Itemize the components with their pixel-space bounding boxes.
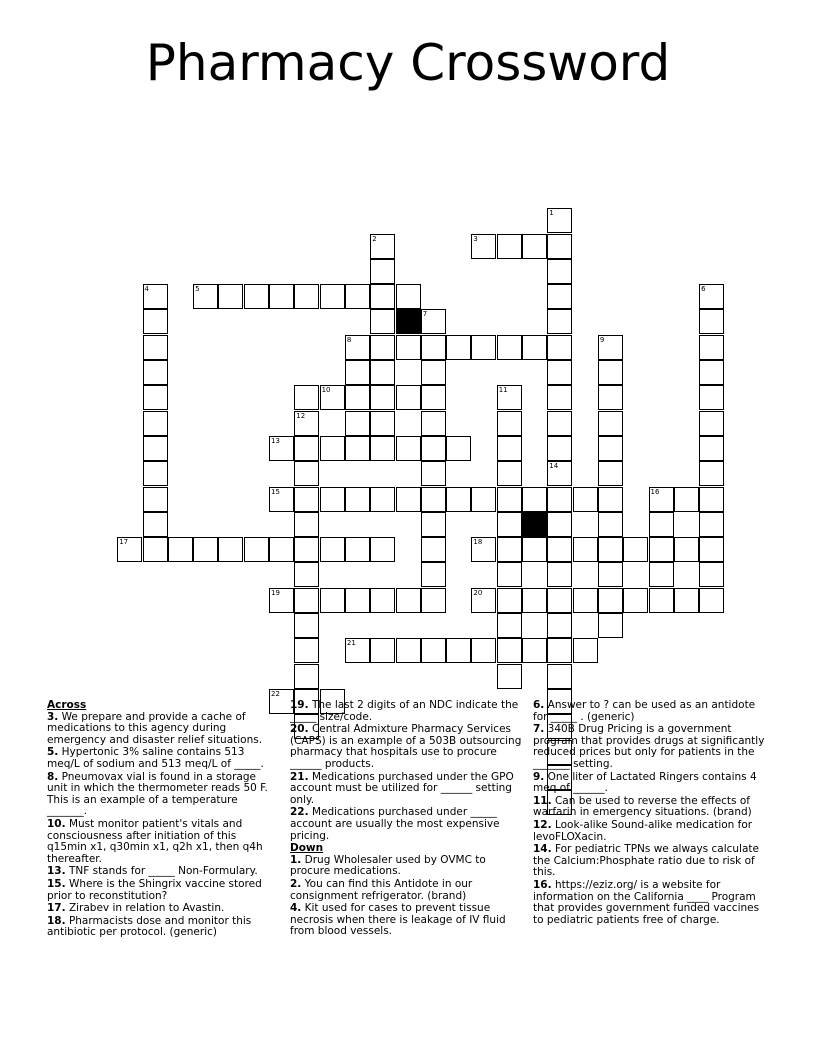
grid-cell[interactable] <box>143 461 168 486</box>
grid-cell[interactable] <box>396 335 421 360</box>
grid-cell[interactable] <box>573 638 598 663</box>
grid-cell[interactable] <box>573 537 598 562</box>
clue-item: 2. You can find this Antidote in our consignment refrigerator. (brand) <box>290 877 473 902</box>
grid-cell[interactable] <box>294 487 319 512</box>
grid-cell[interactable] <box>396 284 421 309</box>
grid-cell[interactable] <box>421 411 446 436</box>
grid-cell[interactable] <box>497 385 522 410</box>
grid-cell[interactable] <box>320 588 345 613</box>
clue-item: 15. Where is the Shingrix vaccine stored prior to reconstitution? <box>47 877 262 902</box>
grid-cell[interactable] <box>320 385 345 410</box>
clue-number: 1 <box>549 209 554 218</box>
clue-label: 6. <box>533 699 545 711</box>
grid-cell[interactable] <box>244 284 269 309</box>
clue-item: 12. Look-alike Sound-alike medication for levoFLOXacin. <box>533 818 753 843</box>
grid-cell[interactable] <box>143 487 168 512</box>
grid-cell[interactable] <box>345 588 370 613</box>
grid-cell[interactable] <box>244 537 269 562</box>
grid-cell[interactable] <box>370 487 395 512</box>
clue-label: 8. <box>47 770 59 783</box>
clue-label: 11. <box>533 794 552 807</box>
grid-cell[interactable] <box>471 638 496 663</box>
grid-cell[interactable] <box>497 537 522 562</box>
grid-cell[interactable] <box>497 487 522 512</box>
grid-cell[interactable] <box>547 385 572 410</box>
clue-item: 9. One liter of Lactated Ringers contains 4 meq of ______. <box>533 770 757 795</box>
grid-cell[interactable] <box>598 588 623 613</box>
grid-cell[interactable] <box>421 537 446 562</box>
grid-cell[interactable] <box>649 512 674 537</box>
clue-label: 2. <box>290 877 302 890</box>
clue-number: 13 <box>271 436 280 445</box>
grid-cell[interactable] <box>699 487 724 512</box>
clues-column-1 <box>47 700 279 940</box>
clues-column-3 <box>533 700 765 927</box>
grid-cell[interactable] <box>497 664 522 689</box>
grid-cell[interactable] <box>471 335 496 360</box>
grid-cell[interactable] <box>649 537 674 562</box>
grid-cell[interactable] <box>598 537 623 562</box>
grid-cell[interactable] <box>143 284 168 309</box>
grid-cell[interactable] <box>547 588 572 613</box>
clue-number: 15 <box>271 487 280 496</box>
grid-cell[interactable] <box>547 537 572 562</box>
grid-cell[interactable] <box>497 562 522 587</box>
clue-label: 21. <box>290 770 309 783</box>
grid-cell[interactable] <box>421 588 446 613</box>
grid-cell[interactable] <box>421 487 446 512</box>
grid-cell[interactable] <box>699 309 724 334</box>
grid-cell[interactable] <box>345 487 370 512</box>
grid-cell[interactable] <box>471 588 496 613</box>
grid-cell[interactable] <box>497 512 522 537</box>
grid-cell[interactable] <box>396 487 421 512</box>
clue-item: 8. Pneumovax vial is found in a storage unit in which the thermometer reads 50 F. This is an example of a temperature _______. <box>47 770 268 818</box>
grid-cell[interactable] <box>345 537 370 562</box>
clue-label: 20. <box>290 723 309 736</box>
grid-cell[interactable] <box>547 664 572 689</box>
clue-label: 3. <box>47 710 59 723</box>
clue-number: 18 <box>473 538 483 547</box>
clue-item: 6. Answer to ? can be used as an antidote for _____ . (generic) <box>533 699 756 723</box>
grid-cell[interactable] <box>649 588 674 613</box>
clue-label: 1. <box>290 853 302 866</box>
clue-item: 5. Hypertonic 3% saline contains 513 meq/L of sodium and 513 meq/L of _____. <box>47 746 264 770</box>
clue-number: 3 <box>473 234 478 243</box>
grid-cell[interactable] <box>547 613 572 638</box>
grid-cell[interactable] <box>699 335 724 360</box>
grid-cell[interactable] <box>421 385 446 410</box>
clue-number: 17 <box>119 538 129 547</box>
grid-cell[interactable] <box>421 360 446 385</box>
grid-cell[interactable] <box>294 512 319 537</box>
page-title: Pharmacy Crossword <box>145 34 671 92</box>
grid-cell[interactable] <box>143 537 168 562</box>
clue-number: 12 <box>296 411 306 420</box>
grid-cell[interactable] <box>649 487 674 512</box>
grid-cell[interactable] <box>573 588 598 613</box>
grid-cell[interactable] <box>421 512 446 537</box>
grid-cell[interactable] <box>674 537 699 562</box>
grid-cell[interactable] <box>522 487 547 512</box>
clue-number: 22 <box>271 689 280 698</box>
grid-cell[interactable] <box>547 487 572 512</box>
grid-cell[interactable] <box>547 411 572 436</box>
grid-cell[interactable] <box>345 335 370 360</box>
grid-block-cell <box>522 512 547 537</box>
grid-cell[interactable] <box>547 335 572 360</box>
grid-cell[interactable] <box>294 461 319 486</box>
grid-cell[interactable] <box>471 234 496 259</box>
clue-item: 17. Zirabev in relation to Avastin. <box>47 902 225 915</box>
grid-cell[interactable] <box>370 537 395 562</box>
grid-cell[interactable] <box>345 360 370 385</box>
grid-cell[interactable] <box>699 411 724 436</box>
grid-cell[interactable] <box>396 385 421 410</box>
clue-item: 3. We prepare and provide a cache of medications to this agency during emergency and disaster relief situations. <box>47 710 263 746</box>
clue-item: 21. Medications purchased under the GPO account must be utilized for ______ setting only. <box>290 770 514 806</box>
clue-item: 4. Kit used for cases to prevent tissue necrosis when there is leakage of IV fluid from blood vessels. <box>290 902 506 938</box>
grid-cell[interactable] <box>143 411 168 436</box>
grid-cell[interactable] <box>547 234 572 259</box>
grid-cell[interactable] <box>547 284 572 309</box>
clue-label: 15. <box>47 877 66 890</box>
clue-item: 11. Can be used to reverse the effects of warfarin in emergency situations. (brand) <box>533 794 752 819</box>
grid-cell[interactable] <box>699 537 724 562</box>
clue-item: 20. Central Admixture Pharmacy Services (CAPS) is an example of a 503B outsourcing pharmacy that hospitals use to procure ______ products. <box>290 723 522 770</box>
grid-cell[interactable] <box>269 537 294 562</box>
clue-label: 22. <box>290 806 309 819</box>
clue-item: 22. Medications purchased under _____ account are usually the most expensive pricing. <box>290 806 500 842</box>
grid-cell[interactable] <box>143 385 168 410</box>
grid-cell[interactable] <box>143 335 168 360</box>
grid-cell[interactable] <box>421 461 446 486</box>
grid-cell[interactable] <box>699 512 724 537</box>
grid-cell[interactable] <box>598 436 623 461</box>
grid-cell[interactable] <box>294 385 319 410</box>
clue-number: 4 <box>144 285 149 294</box>
grid-cell[interactable] <box>143 436 168 461</box>
grid-cell[interactable] <box>370 436 395 461</box>
grid-cell[interactable] <box>117 537 142 562</box>
grid-cell[interactable] <box>497 613 522 638</box>
grid-cell[interactable] <box>396 436 421 461</box>
grid-cell[interactable] <box>699 436 724 461</box>
grid-cell[interactable] <box>320 436 345 461</box>
clue-item: 14. For pediatric TPNs we always calculate the Calcium:Phosphate ratio due to risk of this. <box>533 843 759 879</box>
grid-cell[interactable] <box>598 613 623 638</box>
grid-cell[interactable] <box>446 638 471 663</box>
grid-cell[interactable] <box>699 562 724 587</box>
clue-number: 5 <box>195 285 200 294</box>
grid-cell[interactable] <box>471 487 496 512</box>
grid-cell[interactable] <box>370 588 395 613</box>
grid-cell[interactable] <box>294 588 319 613</box>
grid-cell[interactable] <box>370 284 395 309</box>
clue-label: 12. <box>533 818 552 831</box>
grid-cell[interactable] <box>497 461 522 486</box>
grid-cell[interactable] <box>547 259 572 284</box>
clue-number: 16 <box>650 487 660 496</box>
grid-cell[interactable] <box>294 664 319 689</box>
grid-cell[interactable] <box>193 284 218 309</box>
grid-cell[interactable] <box>522 588 547 613</box>
grid-cell[interactable] <box>446 487 471 512</box>
grid-cell[interactable] <box>623 588 648 613</box>
grid-cell[interactable] <box>294 411 319 436</box>
grid-cell[interactable] <box>674 588 699 613</box>
clue-label: 18. <box>47 914 66 927</box>
clue-label: 13. <box>47 865 66 878</box>
grid-cell[interactable] <box>598 360 623 385</box>
clue-label: 16. <box>533 878 552 891</box>
grid-cell[interactable] <box>547 461 572 486</box>
grid-cell[interactable] <box>294 562 319 587</box>
clue-label: 19. <box>290 699 309 711</box>
grid-cell[interactable] <box>522 234 547 259</box>
grid-cell[interactable] <box>269 588 294 613</box>
grid-cell[interactable] <box>320 487 345 512</box>
grid-cell[interactable] <box>294 436 319 461</box>
grid-cell[interactable] <box>497 638 522 663</box>
grid-cell[interactable] <box>497 234 522 259</box>
grid-cell[interactable] <box>623 537 648 562</box>
grid-cell[interactable] <box>421 638 446 663</box>
grid-cell[interactable] <box>421 309 446 334</box>
grid-cell[interactable] <box>370 360 395 385</box>
grid-cell[interactable] <box>547 638 572 663</box>
grid-cell[interactable] <box>522 335 547 360</box>
grid-cell[interactable] <box>598 562 623 587</box>
grid-cell[interactable] <box>193 537 218 562</box>
clue-label: 9. <box>533 770 545 783</box>
grid-cell[interactable] <box>522 638 547 663</box>
grid-cell[interactable] <box>699 588 724 613</box>
grid-cell[interactable] <box>522 537 547 562</box>
grid-cell[interactable] <box>598 385 623 410</box>
grid-cell[interactable] <box>446 335 471 360</box>
grid-cell[interactable] <box>699 461 724 486</box>
grid-cell[interactable] <box>547 360 572 385</box>
grid-cell[interactable] <box>320 284 345 309</box>
clue-label: 14. <box>533 843 552 856</box>
grid-cell[interactable] <box>446 436 471 461</box>
grid-cell[interactable] <box>269 284 294 309</box>
clue-item: 13. TNF stands for _____ Non-Formulary. <box>47 865 258 878</box>
clue-number: 19 <box>271 588 280 597</box>
grid-cell[interactable] <box>598 335 623 360</box>
grid-cell[interactable] <box>699 284 724 309</box>
grid-cell[interactable] <box>699 385 724 410</box>
clue-number: 6 <box>701 285 706 294</box>
grid-cell[interactable] <box>294 638 319 663</box>
clues-column-2 <box>290 700 522 939</box>
grid-cell[interactable] <box>649 562 674 587</box>
clue-number: 10 <box>321 386 331 395</box>
clue-label: 7. <box>533 723 545 736</box>
grid-cell[interactable] <box>345 411 370 436</box>
across-clue-list-continued <box>290 700 522 842</box>
grid-cell[interactable] <box>497 436 522 461</box>
grid-block-cell <box>396 309 421 334</box>
clue-number: 9 <box>599 335 605 344</box>
grid-cell[interactable] <box>598 461 623 486</box>
clue-number: 7 <box>422 310 428 319</box>
clue-number: 2 <box>372 234 377 243</box>
grid-cell[interactable] <box>421 562 446 587</box>
grid-cell[interactable] <box>547 208 572 233</box>
grid-cell[interactable] <box>294 537 319 562</box>
clue-item: 19. The last 2 digits of an NDC indicate the _____ size/code. <box>290 699 519 723</box>
grid-cell[interactable] <box>497 411 522 436</box>
clue-number: 20 <box>473 588 483 597</box>
grid-cell[interactable] <box>547 436 572 461</box>
grid-cell[interactable] <box>674 487 699 512</box>
grid-cell[interactable] <box>396 638 421 663</box>
clue-number: 21 <box>346 639 356 648</box>
grid-cell[interactable] <box>294 613 319 638</box>
clue-item: 16. https://eziz.org/ is a website for information on the California ____ Program that provides government funded vaccines to pediatric patients free of charge. <box>533 878 760 926</box>
grid-cell[interactable] <box>370 234 395 259</box>
grid-cell[interactable] <box>370 335 395 360</box>
clue-label: 4. <box>290 902 302 915</box>
clue-item: 10. Must monitor patient's vitals and consciousness after initiation of this q15min x1, q30min x1, q2h x1, then q4h thereafter. <box>47 817 263 865</box>
clue-label: 10. <box>47 817 66 830</box>
down-clue-list-continued <box>533 700 765 926</box>
grid-cell[interactable] <box>345 638 370 663</box>
across-heading: Across <box>47 699 87 711</box>
grid-cell[interactable] <box>269 436 294 461</box>
clue-label: 5. <box>47 746 59 759</box>
grid-cell[interactable] <box>345 436 370 461</box>
grid-cell[interactable] <box>143 512 168 537</box>
grid-cell[interactable] <box>370 638 395 663</box>
clue-label: 17. <box>47 902 66 915</box>
grid-cell[interactable] <box>497 335 522 360</box>
grid-cell[interactable] <box>370 385 395 410</box>
grid-cell[interactable] <box>497 588 522 613</box>
down-heading: Down <box>290 842 324 855</box>
grid-cell[interactable] <box>598 487 623 512</box>
grid-cell[interactable] <box>421 335 446 360</box>
grid-cell[interactable] <box>345 385 370 410</box>
grid-cell[interactable] <box>699 360 724 385</box>
across-clue-list <box>47 712 279 939</box>
grid-cell[interactable] <box>143 360 168 385</box>
grid-cell[interactable] <box>218 284 243 309</box>
grid-cell[interactable] <box>396 588 421 613</box>
grid-cell[interactable] <box>345 284 370 309</box>
grid-cell[interactable] <box>598 411 623 436</box>
clue-number: 14 <box>549 462 559 471</box>
grid-cell[interactable] <box>320 537 345 562</box>
grid-cell[interactable] <box>370 411 395 436</box>
grid-cell[interactable] <box>294 284 319 309</box>
grid-cell[interactable] <box>547 562 572 587</box>
grid-cell[interactable] <box>573 487 598 512</box>
clue-number: 8 <box>346 335 352 344</box>
grid-cell[interactable] <box>370 309 395 334</box>
clue-item: 1. Drug Wholesaler used by OVMC to procure medications. <box>290 853 486 878</box>
grid-cell[interactable] <box>471 537 496 562</box>
grid-cell[interactable] <box>598 512 623 537</box>
grid-cell[interactable] <box>370 259 395 284</box>
clue-number: 11 <box>498 386 508 395</box>
grid-cell[interactable] <box>269 487 294 512</box>
clue-item: 7. 340B Drug Pricing is a government program that provides drugs at significantly reduced prices but only for patients in the _______ setting. <box>533 723 765 770</box>
grid-cell[interactable] <box>143 309 168 334</box>
grid-cell[interactable] <box>218 537 243 562</box>
clue-item: 18. Pharmacists dose and monitor this antibiotic per protocol. (generic) <box>47 914 252 939</box>
grid-cell[interactable] <box>547 512 572 537</box>
grid-cell[interactable] <box>421 436 446 461</box>
grid-cell[interactable] <box>547 309 572 334</box>
grid-cell[interactable] <box>168 537 193 562</box>
down-clue-list <box>290 855 522 938</box>
